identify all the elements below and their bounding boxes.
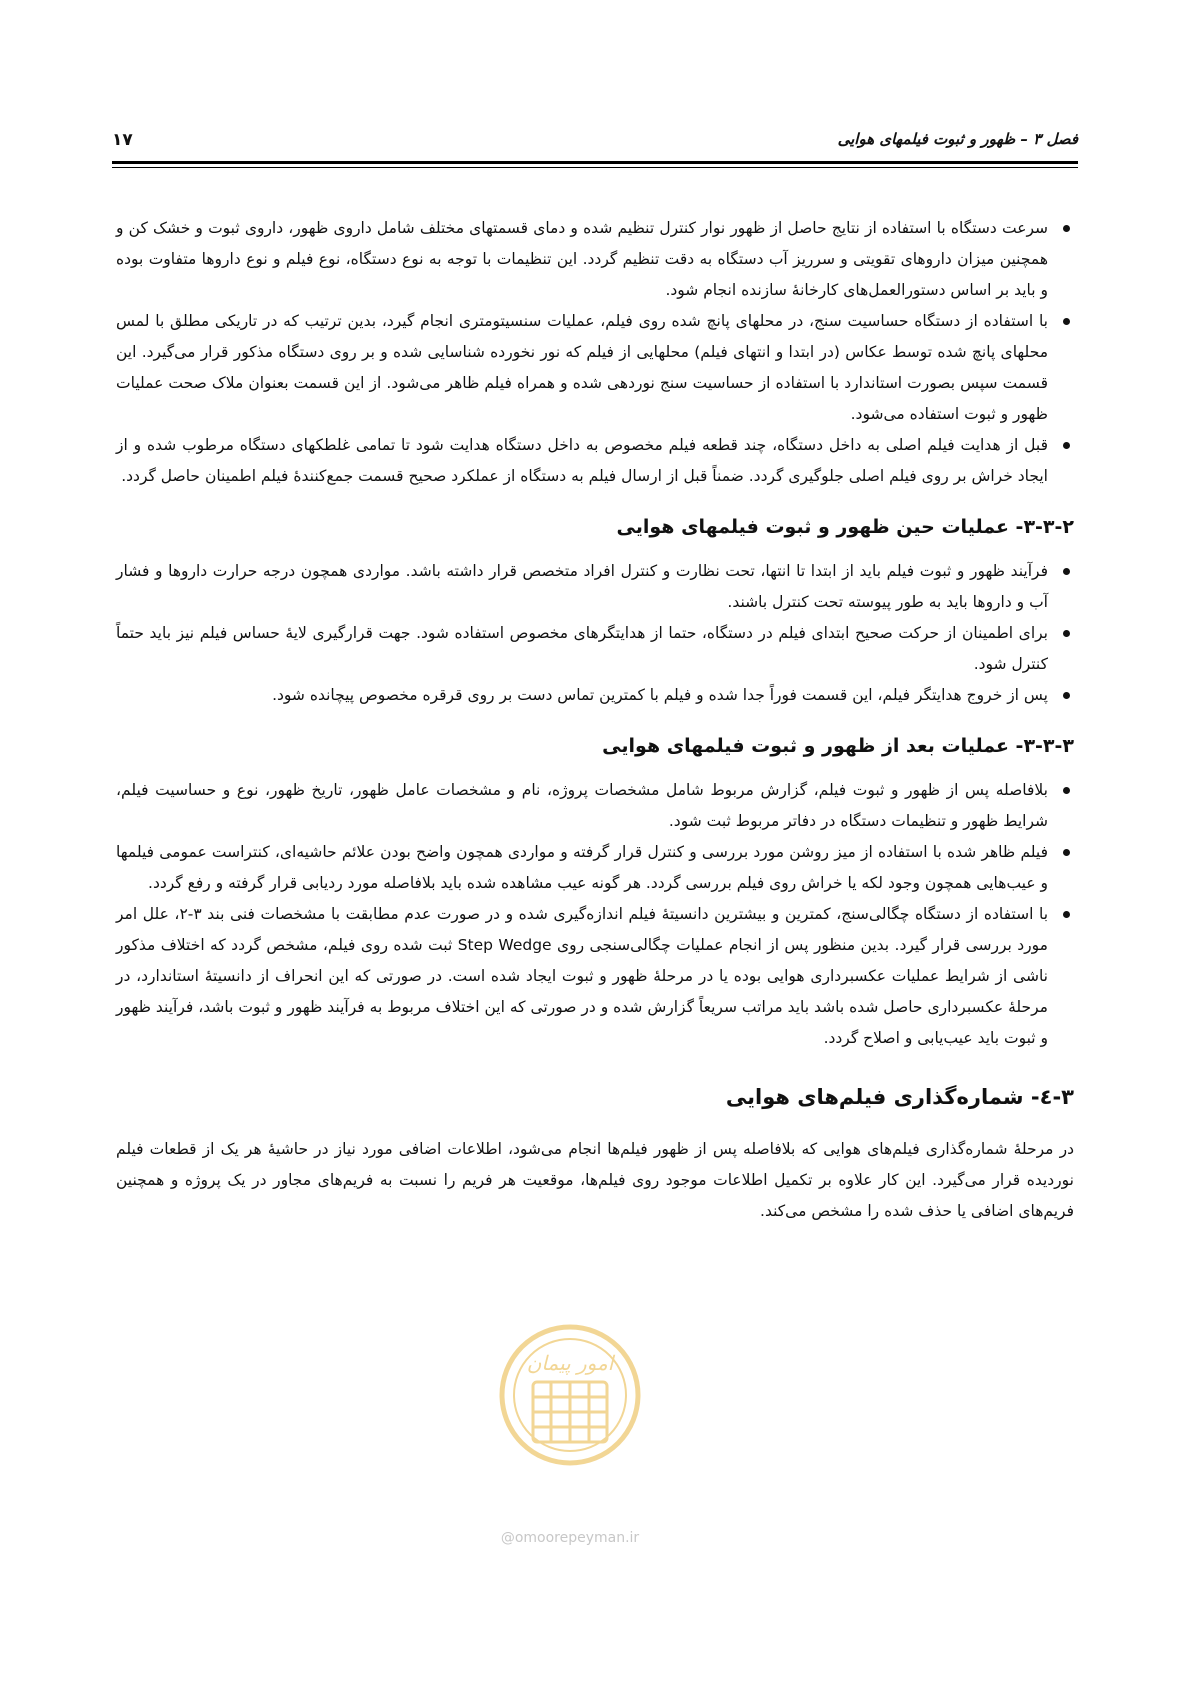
chapter-title: فصل ۳ – ظهور و ثبوت فیلمهای هوایی [837,130,1078,148]
page-content [116,213,1074,1227]
list-item [116,430,1074,492]
bullet-icon [1063,692,1070,699]
section-heading-numbering: ۳-٤- شماره‌گذاری فیلم‌های هوایی [725,1085,1074,1109]
list-item [116,556,1074,618]
list-item [116,618,1074,680]
list-item-text: برای اطمینان از حرکت صحیح ابتدای فیلم در دستگاه، حتما از هدایتگرهای مخصوص استفاده شود. جهت قرارگیری لایهٔ حساس فیلم نیز باید حتماً کنترل شود. [116,624,1048,673]
bullet-icon [1063,911,1070,918]
during-bullet-list [116,556,1074,711]
intro-bullet-list [116,213,1074,492]
list-item [116,213,1074,306]
bullet-icon [1063,225,1070,232]
running-header [112,128,1078,158]
list-item [116,837,1074,899]
list-item-text: با استفاده از دستگاه حساسیت سنج، در محلهای پانچ شده روی فیلم، عملیات سنسیتومتری انجام گیرد، بدین ترتیب که در تاریکی مطلق با لمس محلهای پانچ شده توسط عکاس (در ابتدا و انتهای فیلم) محلهایی از فیلم که نور نخورده شناسایی شده و بر روی دستگاه مذکور قرار می‌گیرد. این قسمت سپس بصورت استاندارد با استفاده از حساسیت سنج نوردهی شده و همراه فیلم ظاهر می‌شود. از این قسمت بعنوان ملاک صحت عملیات ظهور و ثبوت استفاده می‌شود. [116,312,1048,423]
list-item-text: بلافاصله پس از ظهور و ثبوت فیلم، گزارش مربوط شامل مشخصات پروژه، نام و مشخصات عامل ظهور، تاریخ ظهور، نوع و حساسیت فیلم، شرایط ظهور و تنظیمات دستگاه در دفاتر مربوط ثبت شود. [116,781,1048,830]
bullet-icon [1063,568,1070,575]
watermark-url-text: omoorepeyman.ir [514,1530,640,1546]
list-item [116,899,1074,1054]
list-item-text: با استفاده از دستگاه چگالی‌سنج، کمترین و بیشترین دانسیتهٔ فیلم اندازه‌گیری شده و در صورت عدم مطابقت با مشخصات فنی بند ۳-۲، علل امر مورد بررسی قرار گیرد. بدین منظور پس از انجام عملیات چگالی‌سنجی روی Step Wedge ثبت شده روی فیلم، مشخص گردد که اختلاف مذکور ناشی از شرایط عملیات عکسبرداری هوایی بوده یا در مرحلهٔ ظهور و ثبوت ایجاد شده است. در صورتی که این انحراف از دانسیتهٔ استاندارد، در مرحلهٔ عکسبرداری حاصل شده باشد باید مراتب سریعاً گزارش شده و در صورتی که این اختلاف مربوط به فرآیند ظهور و ثبوت باشد، فرآیند ظهور و ثبوت باید عیب‌یابی و اصلاح گردد. [116,905,1049,1047]
watermark [495,1320,645,1550]
list-item-text: سرعت دستگاه با استفاده از نتایج حاصل از ظهور نوار کنترل تنظیم شده و دمای قسمتهای مختلف شامل داروی ظهور، داروی ثبوت و خشک کن و همچنین میزان داروهای تقویتی و سرریز آب دستگاه به دقت تنظیم گردد. این تنظیمات با توجه به نوع دستگاه، نوع فیلم و نوع داروها متفاوت بوده و باید بر اساس دستورالعمل‌های کارخانهٔ سازنده انجام شود. [116,219,1048,299]
list-item-text: پس از خروج هدایتگر فیلم، این قسمت فوراً جدا شده و فیلم با کمترین تماس دست بر روی قرقره مخصوص پیچانده شود. [272,686,1048,704]
bullet-icon [1063,787,1070,794]
watermark-seal-icon [495,1320,645,1470]
numbering-paragraph: در مرحلهٔ شماره‌گذاری فیلم‌های هوایی که بلافاصله پس از ظهور فیلم‌ها انجام می‌شود، اطلاعات اضافی مورد نیاز در حاشیهٔ هر یک از قطعات فیلم نوردیده قرار می‌گیرد. این کار علاوه بر تکمیل اطلاعات موجود روی فیلم‌ها، موقعیت هر فریم را نسبت به فریم‌های مجاور در یک پروژه و همچنین فریم‌های اضافی یا حذف شده را مشخص می‌کند. [116,1140,1074,1220]
bullet-icon [1063,318,1070,325]
list-item [116,680,1074,711]
header-rule-thin [112,167,1078,168]
bullet-icon [1063,630,1070,637]
svg-text:امور پیمان: امور پیمان [526,1351,614,1375]
after-bullet-list [116,775,1074,1054]
section-heading-after: ۳-۳-۳- عملیات بعد از ظهور و ثبوت فیلمهای هوایی [602,735,1074,757]
list-item-text: فیلم ظاهر شده با استفاده از میز روشن مورد بررسی و کنترل قرار گرفته و مواردی همچون واضح بودن علائم حاشیه‌ای، کنتراست عمومی فیلمها و عیب‌هایی همچون وجود لکه یا خراش روی فیلم بررسی گردد. هر گونه عیب مشاهده شده باید بلافاصله مورد ردیابی قرار گرفته و رفع گردد. [116,843,1048,892]
list-item-text: قبل از هدایت فیلم اصلی به داخل دستگاه، چند قطعه فیلم مخصوص به داخل دستگاه هدایت شود تا تمامی غلطکهای دستگاه مرطوب شده و از ایجاد خراش بر روی فیلم اصلی جلوگیری گردد. ضمناً قبل از ارسال فیلم به دستگاه از عملکرد صحیح قسمت جمع‌کنندهٔ فیلم اطمینان حاصل گردد. [116,436,1048,485]
watermark-url: @omoorepeyman.ir [500,1530,640,1546]
list-item [116,306,1074,430]
bullet-icon [1063,442,1070,449]
bullet-icon [1063,849,1070,856]
page-number: ۱۷ [112,130,133,150]
list-item-text: فرآیند ظهور و ثبوت فیلم باید از ابتدا تا انتها، تحت نظارت و کنترل افراد متخصص قرار داشته باشد. مواردی همچون درجه حرارت داروها و فشار آب و داروها باید به طور پیوسته تحت کنترل باشند. [116,562,1048,611]
header-rule-thick [112,161,1078,164]
section-heading-during: ۳-۳-۲- عملیات حین ظهور و ثبوت فیلمهای هوایی [616,516,1074,538]
list-item [116,775,1074,837]
